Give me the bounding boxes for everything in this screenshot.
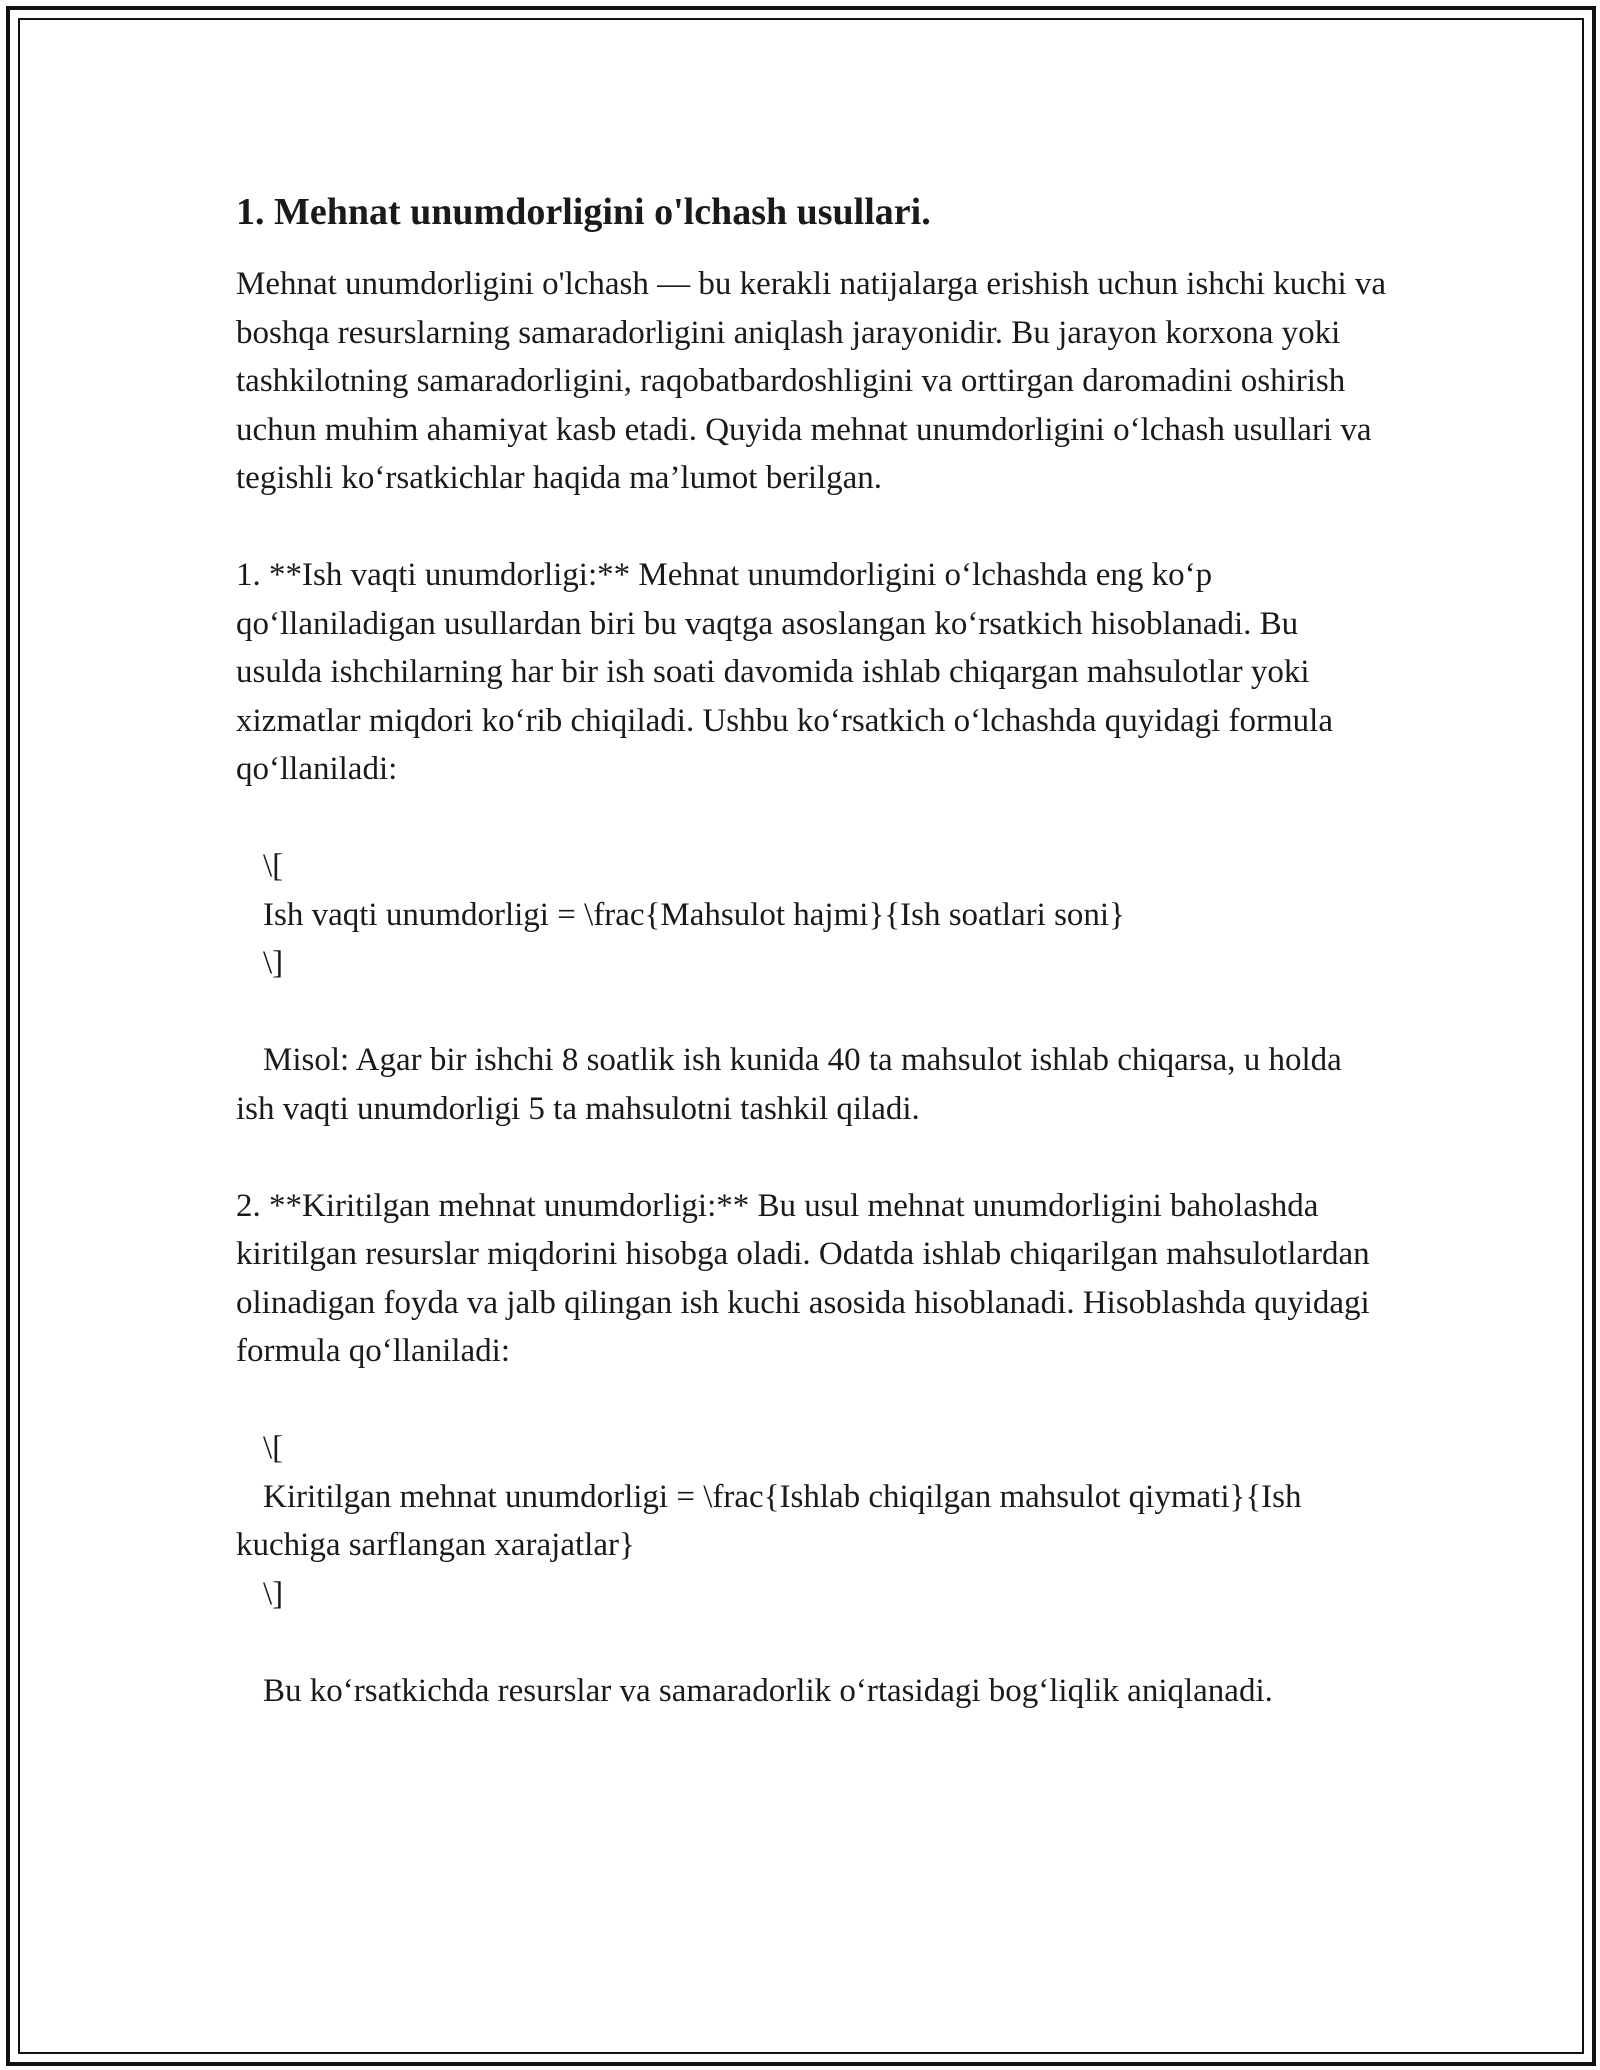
section-2-formula <box>236 1473 1386 1570</box>
section-2-conclusion-text: Bu ko‘rsatkichda resurslar va samaradorlik o‘rtasidagi bog‘liqlik aniqlanadi. <box>263 1672 1273 1709</box>
spacer <box>236 794 1386 843</box>
section-1-formula-close: \] <box>263 945 284 981</box>
spacer <box>236 988 1386 1037</box>
spacer <box>236 1376 1386 1425</box>
document-title: 1. Mehnat unumdorligini o'lchash usullari. <box>236 191 931 233</box>
section-1-formula-open: \[ <box>263 848 284 884</box>
intro-paragraph: Mehnat unumdorligini o'lchash — bu kerakli natijalarga erishish uchun ishchi kuchi va boshqa resurslarning samaradorligini aniqlash jarayonidir. Bu jarayon korxona yoki tashkilotning samaradorligini, raqobatbardoshligini va orttirgan daromadini oshirish uchun muhim ahamiyat kasb etadi. Quyida mehnat unumdorligini o‘lchash usullari va tegishli ko‘rsatkichlar haqida ma’lumot berilgan. <box>236 266 1395 496</box>
spacer <box>236 1618 1386 1667</box>
section-1-example-text: Misol: Agar bir ishchi 8 soatlik ish kunida 40 ta mahsulot ishlab chiqarsa, u holda ish vaqti unumdorligi 5 ta mahsulotni tashkil qiladi. <box>236 1042 1351 1127</box>
section-1-example <box>236 1036 1386 1133</box>
section-2-conclusion <box>236 1667 1386 1716</box>
section-2-formula-text: Kiritilgan mehnat unumdorligi = \frac{Ishlab chiqilgan mahsulot qiymati}{Ish kuchiga sarflangan xarajatlar} <box>236 1478 1310 1563</box>
section-2-formula-open: \[ <box>263 1430 284 1466</box>
section-2-formula-close: \] <box>263 1575 284 1612</box>
document-page <box>236 188 1395 1715</box>
section-1-paragraph: 1. **Ish vaqti unumdorligi:** Mehnat unumdorligini o‘lchashda eng ko‘p qo‘llaniladigan usullardan biri bu vaqtga asoslangan ko‘rsatkich hisoblanadi. Bu usulda ishchilarning har bir ish soati davomida ishlab chiqargan mahsulotlar yoki xizmatlar miqdori ko‘rib chiqiladi. Ushbu ko‘rsatkich o‘lchashda quyidagi formula qo‘llaniladi: <box>236 557 1342 787</box>
section-2-paragraph: 2. **Kiritilgan mehnat unumdorligi:** Bu usul mehnat unumdorligini baholashda kiritilgan resurslar miqdorini hisobga oladi. Odatda ishlab chiqarilgan mahsulotlardan olinadigan foyda va jalb qilingan ish kuchi asosida hisoblanadi. Hisoblashda quyidagi formula qo‘llaniladi: <box>236 1187 1378 1369</box>
spacer <box>236 503 1386 552</box>
spacer <box>236 1133 1386 1182</box>
section-1-formula: Ish vaqti unumdorligi = \frac{Mahsulot hajmi}{Ish soatlari soni} <box>263 896 1125 933</box>
